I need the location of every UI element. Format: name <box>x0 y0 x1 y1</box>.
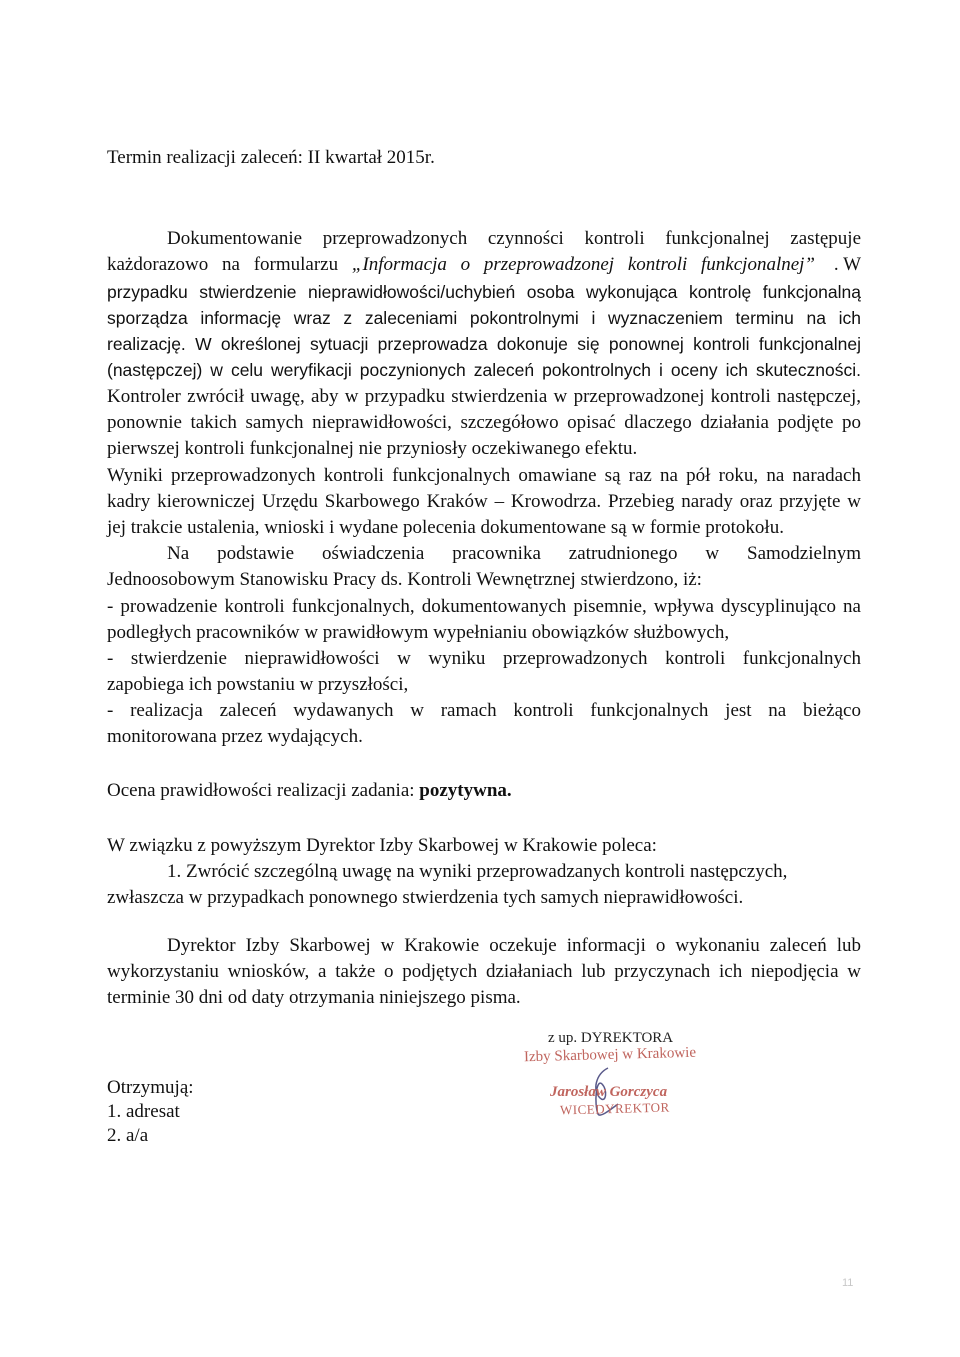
para1-line14: Jednoosobowym Stanowisku Pracy ds. Kontroli Wewnętrznej stwierdzono, iż: <box>107 569 702 590</box>
para1-line3: przypadku stwierdzenie nieprawidłowości/uchybień osoba wykonująca kontrolę funkcjonalną <box>107 282 861 302</box>
poleca-line3: zwłaszcza w przypadkach ponownego stwierdzenia tych samych nieprawidłowości. <box>107 887 744 908</box>
para1-line18: zapobiega ich powstaniu w przyszłości, <box>107 674 409 695</box>
para1-line4: sporządza informację wraz z zaleceniami pokontrolnymi i wyznaczeniem terminu na ich <box>107 308 861 328</box>
form-name: „Informacja o przeprowadzonej kontroli funkcjonalnej” <box>351 254 816 275</box>
para1-line13: Na podstawie oświadczenia pracownika zatrudnionego w Samodzielnym <box>167 543 861 564</box>
para1-line10: Wyniki przeprowadzonych kontroli funkcjonalnych omawiane są raz na pół roku, na naradach <box>107 465 861 486</box>
signature-izby: Izby Skarbowej w Krakowie <box>523 1044 697 1066</box>
para1-line15: - prowadzenie kontroli funkcjonalnych, dokumentowanych pisemnie, wpływa dyscyplinująco na <box>107 596 861 617</box>
para1-line12: jej trakcie ustalenia, wnioski i wydane polecenia dokumentowane są w formie protokołu. <box>107 517 784 538</box>
para1-line8: ponownie takich samych nieprawidłowości, szczegółowo opisać dlaczego działania podjęte po <box>107 412 861 433</box>
page-number: 11 <box>842 1277 854 1289</box>
poleca-line2: 1. Zwrócić szczególną uwagę na wyniki przeprowadzanych kontroli następczych, <box>167 861 788 882</box>
para1-line9: pierwszej kontroli funkcjonalnej nie przyniosły oczekiwanego efektu. <box>107 438 638 459</box>
para1-line5: realizację. W określonej sytuacji przeprowadza dokonuje się ponownej kontroli funkcjonalnej <box>107 334 861 354</box>
para1-line1: Dokumentowanie przeprowadzonych czynności kontroli funkcjonalnej zastępuje <box>167 228 861 249</box>
signature-z-up: z up. DYREKTORA <box>548 1030 674 1046</box>
para1-line11: kadry kierowniczej Urzędu Skarbowego Kraków – Krowodrza. Przebieg narady oraz przyjęte w <box>107 491 861 512</box>
signature-title: WICEDYREKTOR <box>559 1099 670 1118</box>
ocena-line <box>107 779 512 803</box>
para1-line2: każdorazowo na formularzu „Informacja o przeprowadzonej kontroli funkcjonalnej” . W <box>107 254 861 275</box>
para1-line2-text: każdorazowo na formularzu „Informacja o przeprowadzonej kontroli funkcjonalnej” <box>107 254 816 275</box>
termin-realizacji: Termin realizacji zaleceń: II kwartał 2015r. <box>107 147 435 168</box>
para1-line20: monitorowana przez wydających. <box>107 726 363 747</box>
para1-line7: Kontroler zwrócił uwagę, aby w przypadku stwierdzenia w przeprowadzonej kontroli następczej, <box>107 386 861 407</box>
ocena-value: pozytywna. <box>419 780 512 801</box>
oczekuje-line3: terminie 30 dni od daty otrzymania niniejszego pisma. <box>107 987 521 1008</box>
signature-name: Jarosław Gorczyca <box>550 1084 668 1100</box>
para1-line19: - realizacja zaleceń wydawanych w ramach kontroli funkcjonalnych jest na bieżąco <box>107 700 861 721</box>
para1-line6: (następczej) w celu weryfikacji poczynionych zaleceń pokontrolnych i oceny ich skuteczności. <box>107 360 861 380</box>
oczekuje-line1: Dyrektor Izby Skarbowej w Krakowie oczekuje informacji o wykonaniu zaleceń lub <box>167 935 861 956</box>
otrzymuja-item: 2. a/a <box>107 1125 149 1146</box>
para1-line17: - stwierdzenie nieprawidłowości w wyniku przeprowadzonych kontroli funkcjonalnych <box>107 648 861 669</box>
oczekuje-line2: wykorzystaniu wniosków, a także o podjętych działaniach lub przyczynach ich niepodjęcia w <box>107 961 861 982</box>
otrzymuja-label: Otrzymują: <box>107 1077 194 1098</box>
ocena-label: Ocena prawidłowości realizacji zadania: <box>107 780 420 801</box>
para1-line16: podległych pracowników w prawidłowym wypełnianiu obowiązków służbowych, <box>107 622 730 643</box>
poleca-line1: W związku z powyższym Dyrektor Izby Skarbowej w Krakowie poleca: <box>107 835 657 856</box>
otrzymuja-item: 1. adresat <box>107 1101 180 1122</box>
